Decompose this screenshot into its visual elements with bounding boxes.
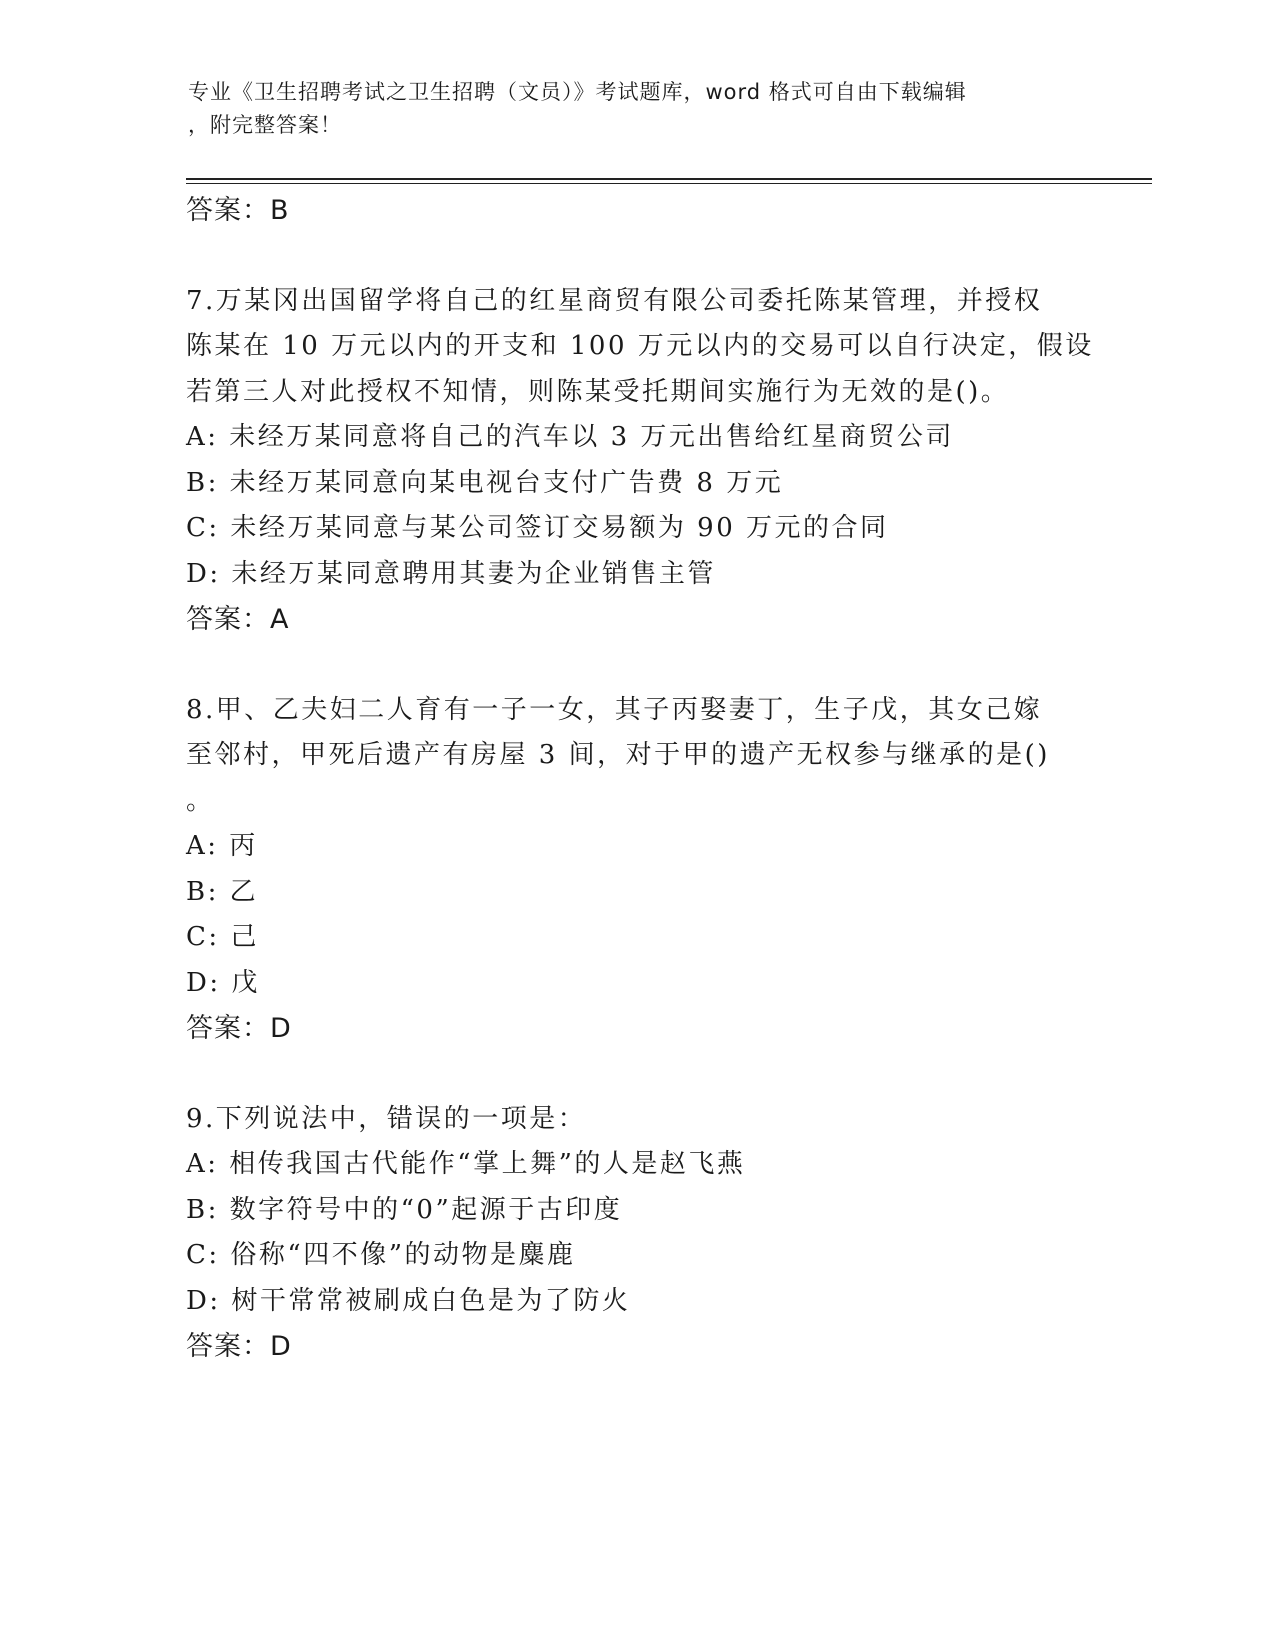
option-b: B: 未经万某同意向某电视台支付广告费 8 万元 <box>186 467 784 498</box>
option-d: D: 戊 <box>186 967 260 998</box>
question-7 <box>186 279 1094 643</box>
option-c: C: 己 <box>186 922 259 952</box>
question-text-line: 7.万某冈出国留学将自己的红星商贸有限公司委托陈某管理，并授权 <box>186 285 1043 316</box>
question-text-line: 陈某在 10 万元以内的开支和 100 万元以内的交易可以自行决定，假设 <box>186 331 1094 361</box>
answer: 答案：D <box>186 1331 292 1362</box>
answer: 答案：D <box>186 1013 292 1044</box>
question-text-line: 若第三人对此授权不知情，则陈某受托期间实施行为无效的是()。 <box>186 376 1010 407</box>
option-b: B: 数字符号中的“0”起源于古印度 <box>186 1194 623 1225</box>
question-text-line: 。 <box>186 785 215 816</box>
question-text-line: 9.下列说法中，错误的一项是： <box>186 1103 587 1134</box>
question-text-line: 至邻村，甲死后遗产有房屋 3 间，对于甲的遗产无权参与继承的是() <box>186 740 1050 770</box>
option-d: D: 未经万某同意聘用其妻为企业销售主管 <box>186 558 716 589</box>
document-content <box>186 188 1094 1370</box>
question-text-line: 8.甲、乙夫妇二人育有一子一女，其子丙娶妻丁，生子戊，其女己嫁 <box>186 694 1043 725</box>
header-divider-thin <box>186 183 1152 184</box>
previous-answer: 答案：B <box>186 195 290 226</box>
question-8 <box>186 688 1086 1052</box>
header-line-2: ，附完整答案！ <box>188 113 342 137</box>
option-c: C: 俗称“四不像”的动物是麋鹿 <box>186 1240 576 1270</box>
answer: 答案：A <box>186 604 290 635</box>
document-header <box>188 76 1068 142</box>
question-9 <box>186 1097 1086 1370</box>
option-c: C: 未经万某同意与某公司签订交易额为 90 万元的合同 <box>186 513 889 543</box>
header-divider-thick <box>186 178 1152 180</box>
option-a: A: 相传我国古代能作“掌上舞”的人是赵飞燕 <box>186 1149 746 1179</box>
option-b: B: 乙 <box>186 876 259 907</box>
option-d: D: 树干常常被刷成白色是为了防火 <box>186 1285 631 1316</box>
option-a: A: 丙 <box>186 831 258 861</box>
header-line-1: 专业《卫生招聘考试之卫生招聘（文员）》考试题库，word 格式可自由下载编辑 <box>188 80 967 104</box>
option-a: A: 未经万某同意将自己的汽车以 3 万元出售给红星商贸公司 <box>186 422 954 452</box>
